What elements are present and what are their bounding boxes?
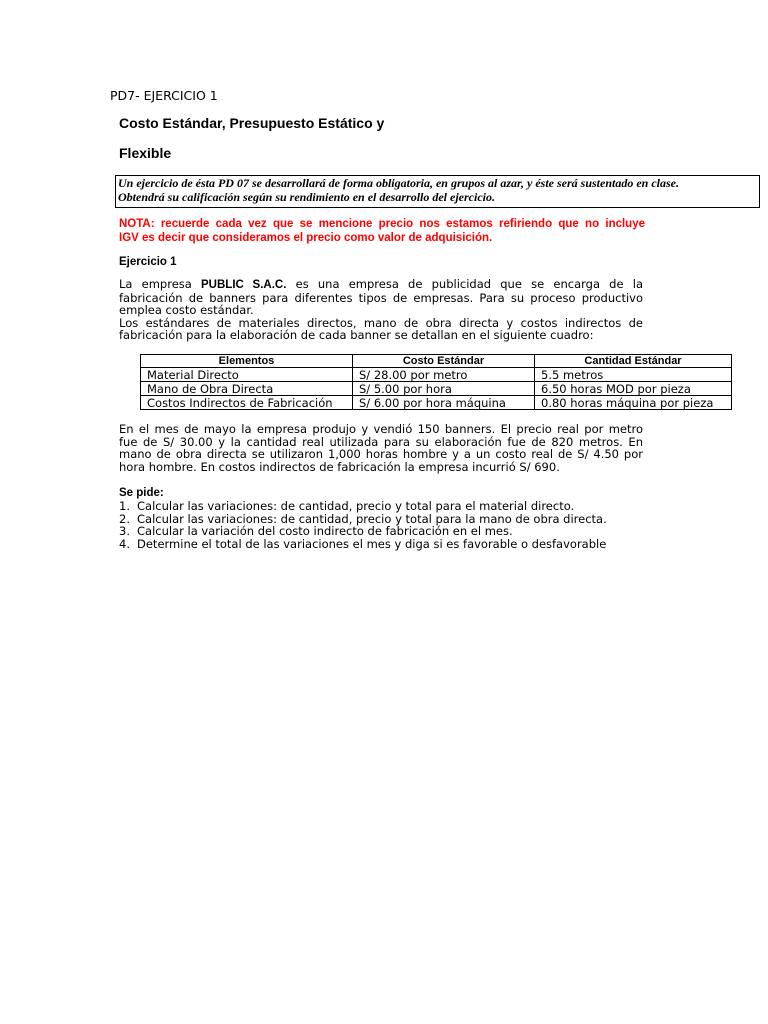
exercise-intro-paragraph — [119, 278, 643, 342]
table-cell: Mano de Obra Directa — [141, 382, 353, 396]
details-line-4: hora hombre. En costos indirectos de fabricación la empresa incurrió S/ 690. — [119, 459, 560, 474]
intro-line-3: emplea costo estándar. — [119, 303, 254, 318]
table-cell: 0.80 horas máquina por pieza — [535, 396, 732, 410]
table-cell: Costos Indirectos de Fabricación — [141, 396, 353, 410]
exercise-heading: Ejercicio 1 — [119, 256, 177, 268]
list-item-text: Calcular la variación del costo indirecto de fabricación en el mes. — [137, 524, 513, 539]
table-cell: S/ 5.00 por hora — [353, 382, 535, 396]
table-cell: 6.50 horas MOD por pieza — [535, 382, 732, 396]
intro-line-1-post: es una empresa de publicidad que se encarga de la — [286, 277, 643, 291]
table-cell: Material Directo — [141, 368, 353, 382]
requests-section — [119, 487, 607, 550]
details-line-2: fue de S/ 30.00 y la cantidad real utilizada para su elaboración fue de 820 metros. En — [119, 434, 643, 449]
document-header-label: PD7- EJERCICIO 1 — [110, 88, 218, 103]
table-header-cell: Elementos — [141, 355, 353, 368]
igv-note-line-1: NOTA: recuerde cada vez que se mencione precio nos estamos refiriendo que no incluye — [119, 218, 645, 230]
list-item-number: 4. — [119, 536, 130, 551]
list-item-text: Calcular las variaciones: de cantidad, precio y total para la mano de obra directa. — [137, 511, 607, 526]
table-header-cell: Cantidad Estándar — [535, 355, 732, 368]
document-title-line-1: Costo Estándar, Presupuesto Estático y — [119, 115, 385, 131]
intro-line-5: fabricación para la elaboración de cada banner se detallan en el siguiente cuadro: — [119, 328, 594, 343]
instructions-box — [115, 175, 760, 208]
intro-line-1-pre: La empresa — [119, 277, 202, 291]
list-item-number: 2. — [119, 511, 130, 526]
list-item — [119, 538, 607, 551]
exercise-details-paragraph — [119, 423, 643, 473]
intro-line-1 — [119, 278, 643, 292]
document-title-line-2: Flexible — [119, 145, 172, 161]
instructions-line-2: Obtendrá su calificación según su rendimiento en el desarrollo del ejercicio. — [118, 190, 495, 204]
table-cell: 5.5 metros — [535, 368, 732, 382]
table-cell: S/ 28.00 por metro — [353, 368, 535, 382]
table-cell: S/ 6.00 por hora máquina — [353, 396, 535, 410]
table-row — [141, 396, 732, 410]
details-line-3: mano de obra directa se utilizaron 1,000 horas hombre y a un costo real de S/ 4.50 por — [119, 447, 643, 462]
igv-note-line-2: IGV es decir que consideramos el precio como valor de adquisición. — [119, 232, 493, 244]
table-row — [141, 368, 732, 382]
list-item-number: 3. — [119, 524, 130, 539]
list-item-text: Calcular las variaciones: de cantidad, precio y total para el material directo. — [137, 499, 575, 513]
intro-line-4: Los estándares de materiales directos, mano de obra directa y costos indirectos de — [119, 315, 643, 330]
requests-heading: Se pide: — [119, 487, 164, 499]
igv-note — [119, 217, 645, 245]
company-name: PUBLIC S.A.C. — [201, 279, 287, 291]
standards-table — [140, 354, 732, 410]
instructions-line-1: Un ejercicio de ésta PD 07 se desarrollará de forma obligatoria, en grupos al azar, y éste será sustentado en clase. — [118, 176, 679, 190]
list-item-number: 1. — [119, 499, 130, 513]
intro-line-2: fabricación de banners para diferentes tipos de empresas. Para su proceso productivo — [119, 290, 643, 305]
table-row — [141, 382, 732, 396]
table-header-row — [141, 355, 732, 368]
table-header-cell: Costo Estándar — [353, 355, 535, 368]
list-item-text: Determine el total de las variaciones el mes y diga si es favorable o desfavorable — [137, 536, 607, 551]
details-line-1: En el mes de mayo la empresa produjo y vendió 150 banners. El precio real por metro — [119, 422, 643, 436]
